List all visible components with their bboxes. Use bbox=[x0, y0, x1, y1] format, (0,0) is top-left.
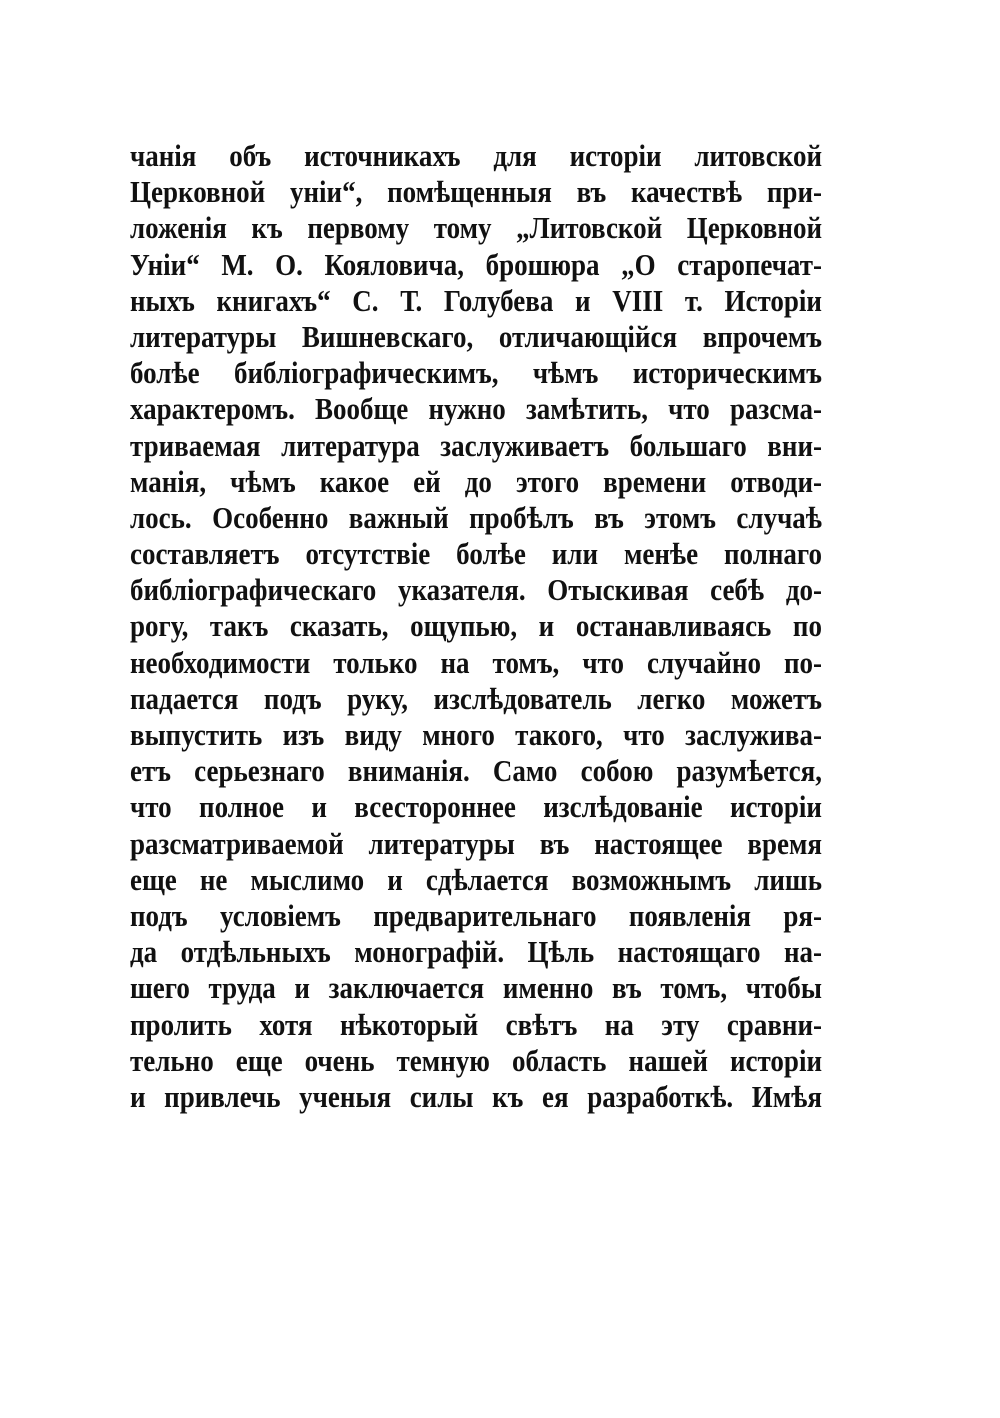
text-line: ложенія къ первому тому „Литовской Церковной bbox=[130, 211, 822, 246]
text-line: и привлечь ученыя силы къ ея разработкѣ. Имѣя bbox=[130, 1080, 822, 1114]
text-line: ныхъ книгахъ“ С. Т. Голубева и VIII т. Исторіи bbox=[130, 283, 822, 318]
text-line: литературы Вишневскаго, отличающійся впрочемъ bbox=[130, 320, 822, 354]
text-line: характеромъ. Вообще нужно замѣтить, что разсма- bbox=[130, 392, 822, 427]
text-line: пролить хотя нѣкоторый свѣтъ на эту сравни- bbox=[130, 1007, 822, 1042]
text-line: Церковной уніи“, помѣщенныя въ качествѣ при- bbox=[130, 175, 822, 209]
text-line: шего труда и заключается именно въ томъ, чтобы bbox=[130, 971, 822, 1006]
text-line: тельно еще очень темную область нашей исторіи bbox=[130, 1043, 822, 1078]
text-line: необходимости только на томъ, что случайно по- bbox=[130, 645, 822, 680]
text-line: падается подъ руку, изслѣдователь легко можетъ bbox=[130, 682, 822, 716]
text-line: выпустить изъ виду много такого, что заслужива- bbox=[130, 718, 822, 752]
text-line: подъ условіемъ предварительнаго появленія ря- bbox=[130, 899, 822, 933]
text-line: лось. Особенно важный пробѣлъ въ этомъ случаѣ bbox=[130, 501, 822, 535]
text-line: Уніи“ М. О. Кояловича, брошюра „О старопечат- bbox=[130, 247, 822, 282]
text-line: составляетъ отсутствіе болѣе или менѣе полнаго bbox=[130, 537, 822, 571]
text-line: разсматриваемой литературы въ настоящее время bbox=[130, 826, 822, 861]
page-body-text bbox=[130, 138, 822, 1115]
text-line: триваемая литература заслуживаетъ большаго вни- bbox=[130, 428, 822, 463]
text-line: что полное и всестороннее изслѣдованіе исторіи bbox=[130, 790, 822, 825]
text-line: рогу, такъ сказать, ощупью, и останавливаясь по bbox=[130, 609, 822, 644]
text-line: еще не мыслимо и сдѣлается возможнымъ лишь bbox=[130, 862, 822, 897]
text-line: манія, чѣмъ какое ей до этого времени отводи- bbox=[130, 464, 822, 499]
text-line: чанія объ источникахъ для исторіи литовской bbox=[130, 139, 822, 173]
text-line: етъ серьезнаго вниманія. Само собою разумѣется, bbox=[130, 754, 822, 788]
text-line: библіографическаго указателя. Отыскивая себѣ до- bbox=[130, 573, 822, 608]
text-line: да отдѣльныхъ монографій. Цѣль настоящаго на- bbox=[130, 935, 822, 969]
text-line: болѣе библіографическимъ, чѣмъ историческимъ bbox=[130, 356, 822, 390]
